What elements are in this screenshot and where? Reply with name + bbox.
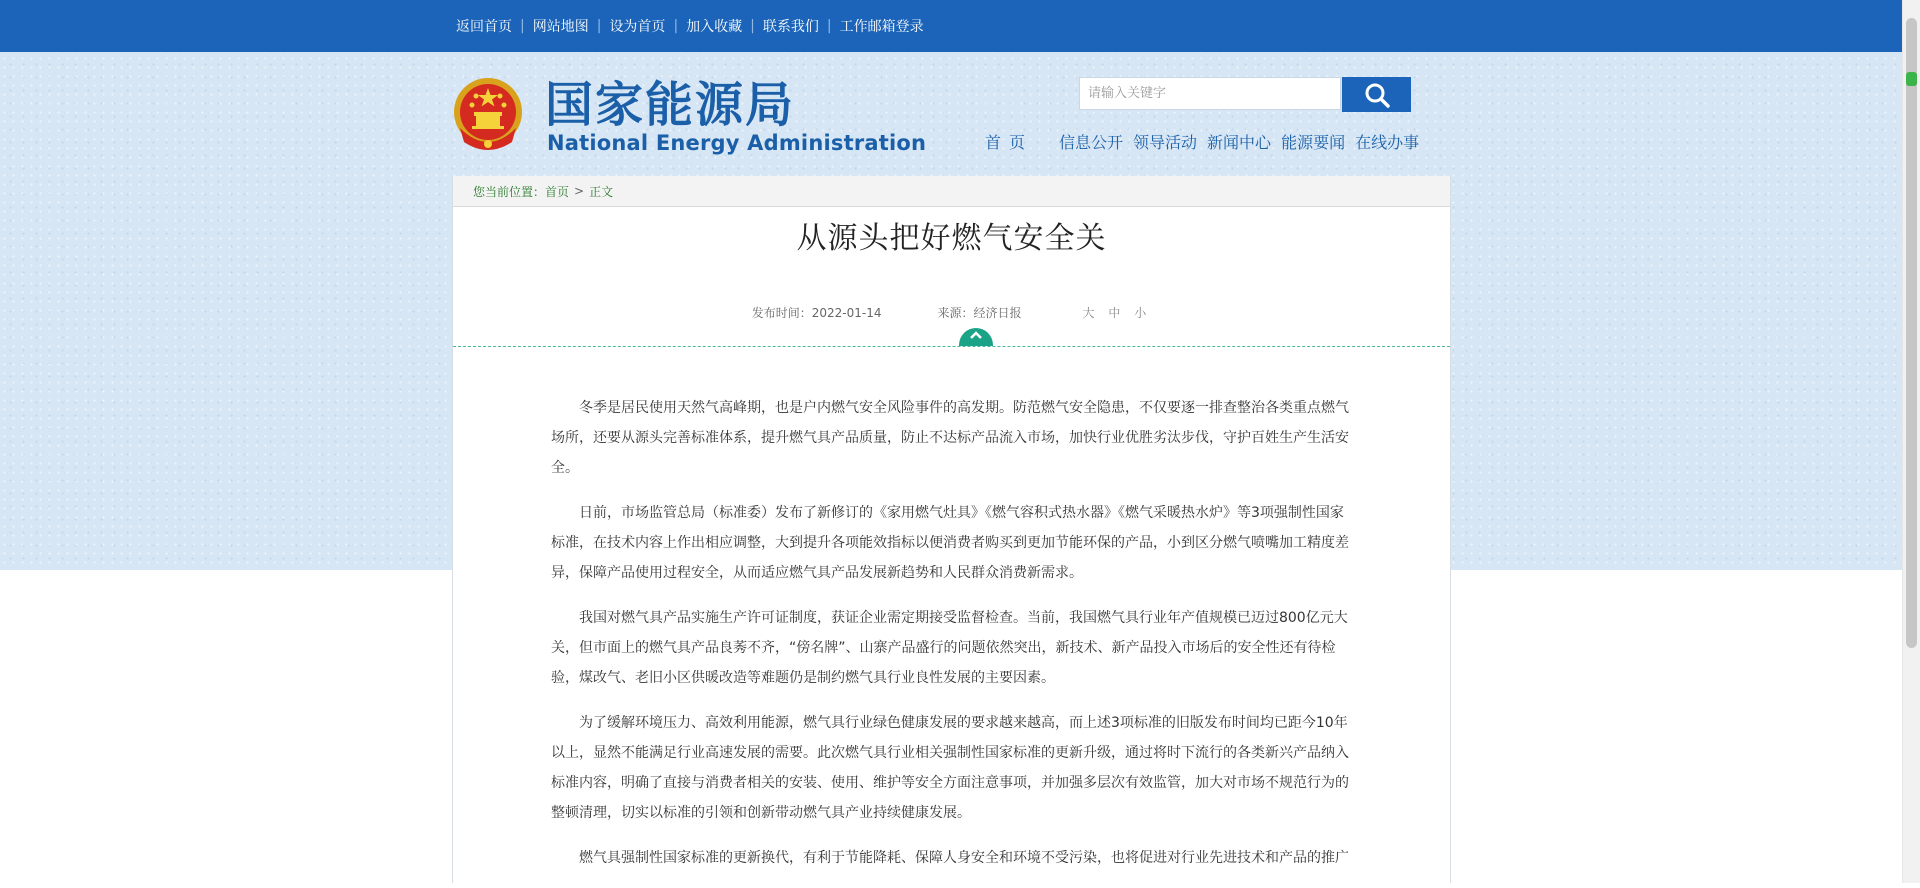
top-bar (0, 0, 1902, 52)
search-button[interactable] (1342, 77, 1411, 112)
publish-time: 发布时间：2022-01-14 (751, 306, 882, 320)
article-paragraph: 日前，市场监管总局（标准委）发布了新修订的《家用燃气灶具》《燃气容积式热水器》《燃气采暖热水炉》等3项强制性国家标准，在技术内容上作出相应调整，大到提升各项能效指标以便消费者购买到更加节能环保的产品，小到区分燃气喷嘴加工精度差异，保障产品使用过程安全，从而适应燃气具产品发展新趋势和人民群众消费新需求。 (551, 505, 1349, 581)
scrollbar-thumb[interactable] (1906, 18, 1917, 648)
search-icon (1364, 82, 1390, 108)
article-body (551, 393, 1351, 888)
article-paragraph: 为了缓解环境压力、高效利用能源，燃气具行业绿色健康发展的要求越来越高，而上述3项标准的旧版发布时间均已距今10年以上，显然不能满足行业高速发展的需要。此次燃气具行业相关强制性国家标准的更新升级，通过将时下流行的各类新兴产品纳入标准内容，明确了直接与消费者相关的安装、使用、维护等安全方面注意事项，并加强多层次有效监管，加大对市场不规范行为的整顿清理，切实以标准的引领和创新带动燃气具产业持续健康发展。 (551, 715, 1349, 821)
top-links (456, 0, 924, 52)
page-scrollbar[interactable] (1902, 0, 1920, 883)
article-paragraph: 燃气具强制性国家标准的更新换代，有利于节能降耗、保障人身安全和环境不受污染，也将促进对行业先进技术和产品的推广 (579, 850, 1349, 866)
nav-item-energy-news[interactable]: 能源要闻 (1281, 133, 1346, 152)
font-size-controls (1078, 304, 1152, 321)
top-link-mail-login[interactable]: 工作邮箱登录 (839, 19, 924, 35)
collapse-toggle[interactable] (959, 328, 993, 346)
breadcrumb-current[interactable]: 正文 (589, 184, 614, 199)
separator: | (826, 18, 832, 34)
article-container (452, 176, 1451, 883)
breadcrumb-arrow: > (574, 184, 585, 198)
site-logo-en[interactable]: National Energy Administration (547, 131, 927, 155)
nav-item-online-service[interactable]: 在线办事 (1355, 133, 1420, 152)
separator: | (750, 18, 755, 34)
meta-divider (453, 346, 1450, 347)
article-meta (453, 304, 1450, 321)
top-link-home[interactable]: 返回首页 (456, 19, 512, 35)
nav-item-home[interactable]: 首页 (985, 133, 1034, 152)
search-input[interactable] (1079, 77, 1341, 110)
nav-item-info-public[interactable]: 信息公开 (1059, 133, 1124, 152)
font-size-large[interactable]: 大 (1082, 306, 1095, 320)
top-link-set-homepage[interactable]: 设为首页 (609, 19, 666, 35)
breadcrumb-home[interactable]: 首页 (545, 184, 570, 199)
font-size-small[interactable]: 小 (1134, 306, 1147, 320)
breadcrumb (453, 176, 1450, 207)
separator: | (673, 18, 679, 34)
separator: | (520, 18, 525, 34)
nav-item-news[interactable]: 新闻中心 (1207, 133, 1272, 152)
main-nav (985, 130, 1429, 153)
chevron-up-icon (970, 331, 982, 339)
article-source: 来源：经济日报 (937, 306, 1022, 320)
article-title: 从源头把好燃气安全关 (796, 221, 1107, 256)
separator: | (596, 18, 602, 34)
national-emblem-icon[interactable] (452, 76, 524, 154)
article-paragraph: 我国对燃气具产品实施生产许可证制度，获证企业需定期接受监督检查。当前，我国燃气具行业年产值规模已迈过800亿元大关，但市面上的燃气具产品良莠不齐，“傍名牌”、山寨产品盛行的问题依然突出，新技术、新产品投入市场后的安全性还有待检验，煤改气、老旧小区供暖改造等难题仍是制约燃气具行业良性发展的主要因素。 (551, 610, 1348, 686)
top-link-bookmark[interactable]: 加入收藏 (686, 19, 743, 35)
scroll-marker-icon (1906, 72, 1917, 86)
breadcrumb-prefix: 您当前位置： (473, 184, 546, 199)
top-link-contact[interactable]: 联系我们 (762, 19, 819, 35)
font-size-medium[interactable]: 中 (1108, 306, 1121, 320)
top-link-sitemap[interactable]: 网站地图 (532, 19, 589, 35)
article-paragraph: 冬季是居民使用天然气高峰期，也是户内燃气安全风险事件的高发期。防范燃气安全隐患，不仅要逐一排查整治各类重点燃气场所，还要从源头完善标准体系，提升燃气具产品质量，防止不达标产品流入市场，加快行业优胜劣汰步伐，守护百姓生产生活安全。 (551, 400, 1349, 476)
nav-item-leadership[interactable]: 领导活动 (1133, 133, 1198, 152)
site-logo-cn[interactable]: 国家能源局 (545, 77, 796, 133)
